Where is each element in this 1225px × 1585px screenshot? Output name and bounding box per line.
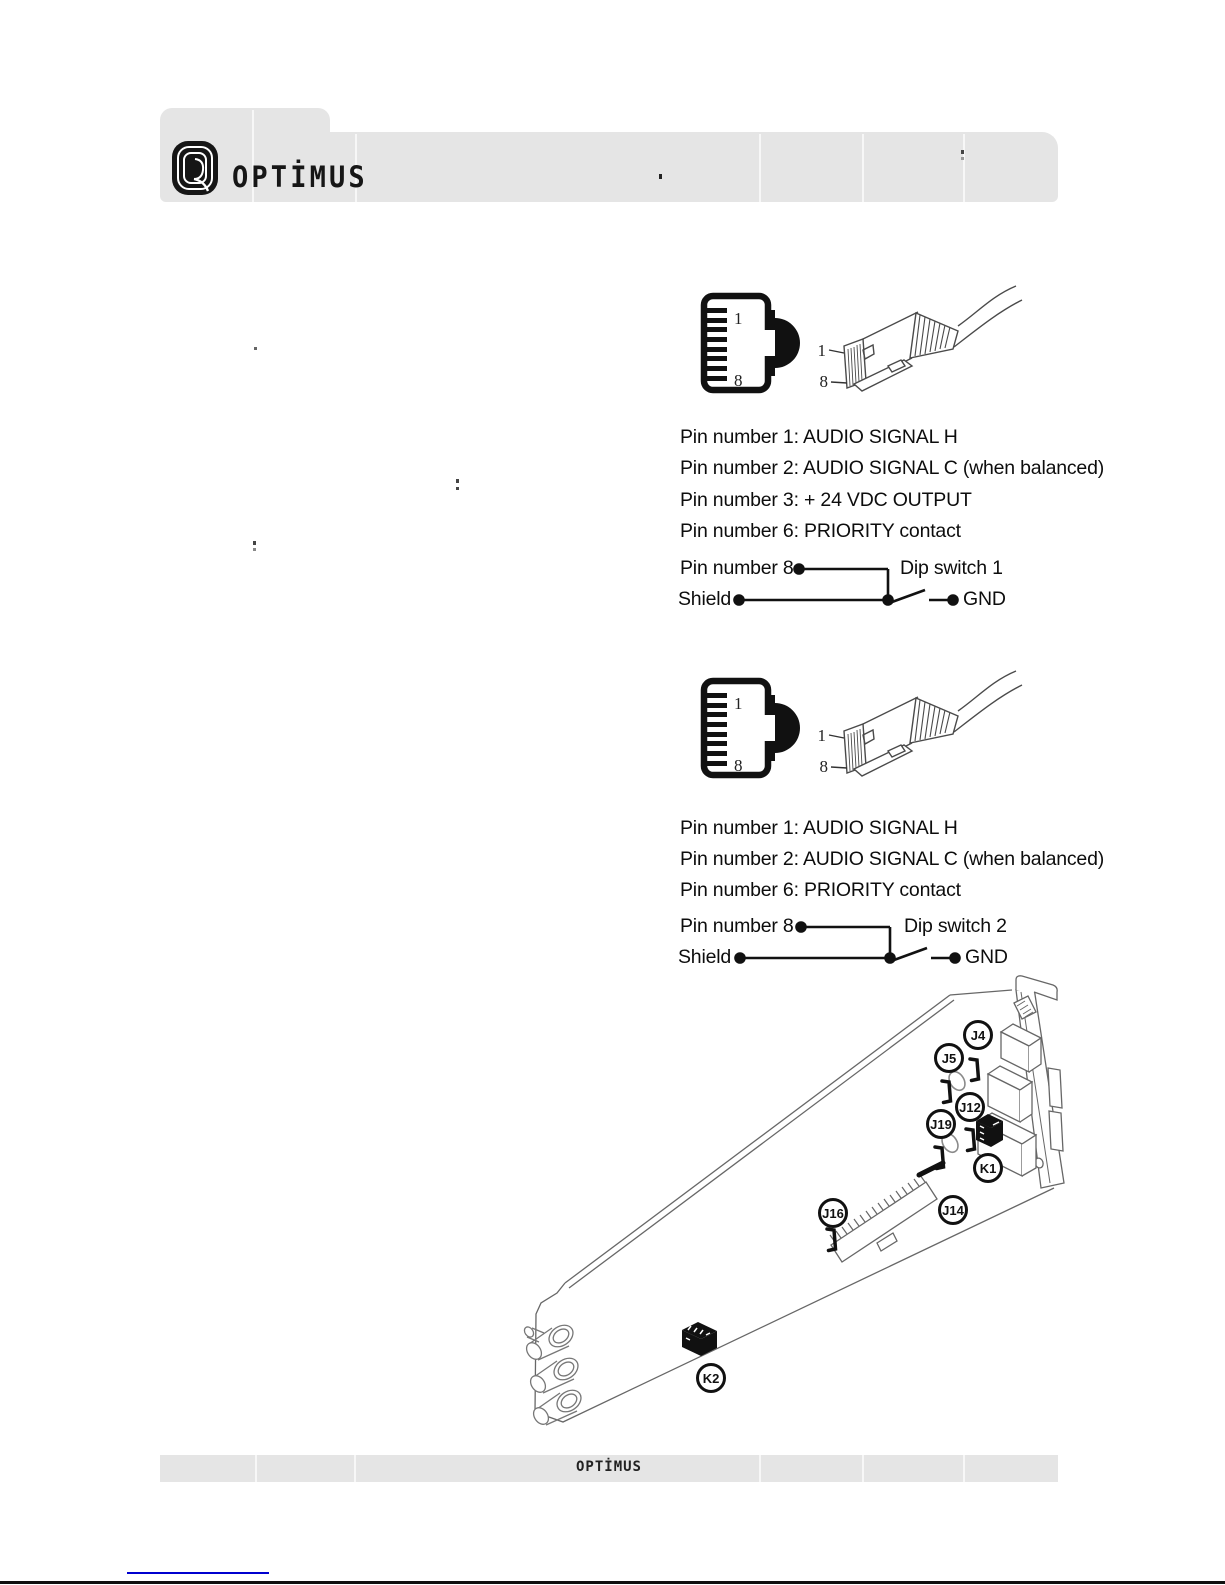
footer-column-divider — [862, 1455, 864, 1482]
ground-switch-schematic-2 — [672, 817, 1084, 987]
scan-artifact — [253, 541, 256, 545]
pinout-description-1 — [672, 426, 1105, 626]
jack-pin1-number: 1 — [734, 694, 743, 713]
pin-line: Pin number 6: PRIORITY contact — [680, 879, 961, 901]
plug-pin8-number: 8 — [819, 372, 828, 391]
dip-switch-label: Dip switch 1 — [900, 557, 1003, 579]
page-bottom-rule — [0, 1581, 1225, 1584]
svg-text:J16: J16 — [822, 1206, 844, 1221]
circuit-board-diagram — [505, 975, 1075, 1445]
rj45-plug-diagram — [818, 286, 1023, 391]
footnote-link-underline[interactable] — [127, 1572, 269, 1574]
footer-column-divider — [759, 1455, 761, 1482]
connector-label-j14 — [940, 1197, 967, 1224]
connector-label-j5 — [936, 1045, 963, 1072]
board-outline — [535, 990, 1054, 1422]
gnd-label: GND — [965, 946, 1008, 968]
footer-bar — [160, 1455, 1058, 1482]
scan-artifact — [659, 174, 662, 179]
footer-brand-wordmark: OPTİMUS — [575, 1459, 642, 1475]
scan-artifact — [456, 479, 459, 483]
pin-line: Pin number 1: AUDIO SIGNAL H — [680, 817, 958, 839]
rj45-jack-diagram — [704, 681, 800, 775]
dip-switch-label: Dip switch 2 — [904, 915, 1007, 937]
pin-line: Pin number 6: PRIORITY contact — [680, 520, 961, 542]
shield-label: Shield — [678, 588, 732, 610]
connector-label-k1 — [975, 1155, 1002, 1182]
gnd-label: GND — [963, 588, 1006, 610]
footer-column-divider — [963, 1455, 965, 1482]
plug-pin1-number: 1 — [817, 341, 826, 360]
svg-text:K1: K1 — [979, 1161, 997, 1176]
shield-label: Shield — [678, 946, 732, 968]
pin-line: Pin number 1: AUDIO SIGNAL H — [680, 426, 958, 448]
jack-pin8-number: 8 — [734, 371, 743, 390]
connector-label-j19 — [928, 1111, 955, 1138]
plug-pin8-number: 8 — [819, 757, 828, 776]
rj45-plug-diagram — [818, 671, 1023, 776]
jack-pin8-number: 8 — [734, 756, 743, 775]
svg-text:J12: J12 — [959, 1100, 981, 1115]
brand-wordmark: OPTİMUS — [232, 160, 368, 196]
svg-text:K2: K2 — [702, 1371, 720, 1386]
svg-text:J4: J4 — [970, 1028, 986, 1043]
front-panel-connectors — [523, 1321, 586, 1427]
header-column-divider — [862, 134, 864, 202]
footer-column-divider — [255, 1455, 257, 1482]
jack-pin1-number: 1 — [734, 309, 743, 328]
pin-line: Pin number 2: AUDIO SIGNAL C (when balanced) — [680, 457, 1105, 479]
connector-label-k2 — [698, 1365, 725, 1392]
svg-text:J5: J5 — [941, 1051, 957, 1066]
svg-text:J19: J19 — [930, 1117, 952, 1132]
footer-column-divider — [354, 1455, 356, 1482]
svg-text:J14: J14 — [942, 1203, 964, 1218]
ground-switch-schematic-1 — [672, 426, 1084, 626]
rj45-connector-figure-2 — [660, 655, 1080, 800]
header-column-divider — [759, 134, 761, 202]
pinout-description-2 — [672, 817, 1105, 987]
pin8-label: Pin number 8 — [680, 915, 794, 937]
optimus-logo-icon — [170, 139, 224, 197]
pin-line: Pin number 2: AUDIO SIGNAL C (when balanced) — [680, 848, 1105, 870]
connector-label-j4 — [965, 1022, 992, 1049]
scan-artifact — [254, 347, 257, 350]
pin-line: Pin number 3: + 24 VDC OUTPUT — [680, 489, 972, 511]
header-column-divider — [963, 134, 965, 202]
scan-artifact — [456, 487, 459, 490]
connector-label-j12 — [957, 1094, 984, 1121]
rj45-connector-figure-1 — [660, 270, 1080, 415]
pin8-label: Pin number 8 — [680, 557, 794, 579]
scan-artifact — [253, 548, 256, 551]
plug-pin1-number: 1 — [817, 726, 826, 745]
scan-artifact — [961, 157, 964, 160]
connector-label-j16 — [820, 1200, 847, 1227]
scan-artifact — [961, 150, 964, 154]
rj45-jack-diagram — [704, 296, 800, 390]
